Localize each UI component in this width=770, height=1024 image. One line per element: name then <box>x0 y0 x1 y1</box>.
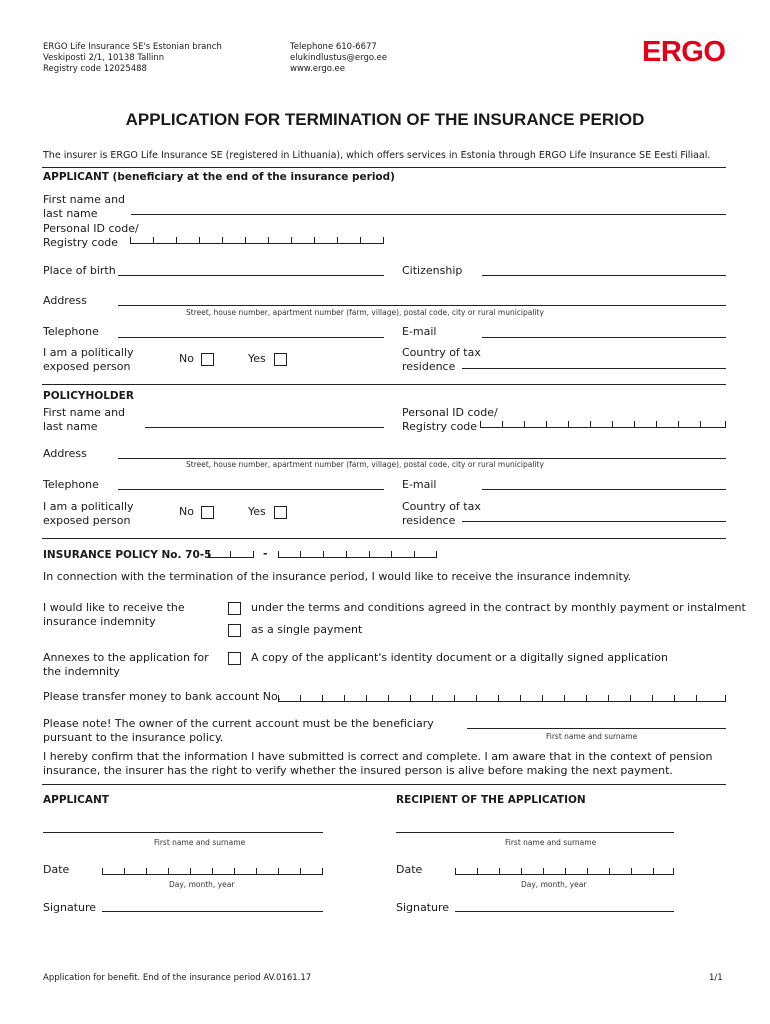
applicant-tax-field[interactable] <box>462 368 726 369</box>
applicant-signature-heading: APPLICANT <box>43 794 109 806</box>
policyholder-name-field[interactable] <box>145 427 384 428</box>
page-number: 1/1 <box>709 973 723 983</box>
divider <box>42 538 726 539</box>
policy-number-dash: - <box>263 547 268 560</box>
company-phone: Telephone 610-6677 <box>290 42 377 52</box>
applicant-id-label: Personal ID code/ Registry code <box>43 222 139 249</box>
policyholder-name-label: First name and last name <box>43 406 126 433</box>
policyholder-pep-yes-checkbox[interactable] <box>274 506 287 519</box>
applicant-date-caption: Day, month, year <box>169 880 235 889</box>
policy-number-label: INSURANCE POLICY No. 70-5 <box>43 549 212 561</box>
policyholder-email-label: E-mail <box>402 478 437 491</box>
page-title: APPLICATION FOR TERMINATION OF THE INSURANCE PERIOD <box>125 110 645 129</box>
birthplace-label: Place of birth <box>43 264 116 277</box>
recipient-date-label: Date <box>396 863 423 876</box>
company-street: Veskiposti 2/1, 10138 Tallinn <box>43 53 165 63</box>
policyholder-address-field[interactable] <box>118 458 726 459</box>
applicant-name-label: First name and last name <box>43 193 126 220</box>
citizenship-field[interactable] <box>482 275 726 276</box>
applicant-email-field[interactable] <box>482 337 726 338</box>
applicant-name-field[interactable] <box>131 214 726 215</box>
applicant-name-signature-field[interactable] <box>43 832 323 833</box>
recipient-name-caption: First name and surname <box>505 838 597 847</box>
policyholder-id-field[interactable] <box>480 422 726 428</box>
address-hint: Street, house number, apartment number (farm, village), postal code, city or rural municipality <box>186 308 544 317</box>
policyholder-telephone-label: Telephone <box>43 478 99 491</box>
applicant-name-caption: First name and surname <box>154 838 246 847</box>
confirmation-text: I hereby confirm that the information I have submitted is correct and complete. I am aware that in the context of pension insurance, the insurer has the right to verify whether the insured person is alive before making the next payment. <box>43 750 713 777</box>
address-hint: Street, house number, apartment number (farm, village), postal code, city or rural municipality <box>186 460 544 469</box>
company-name: ERGO Life Insurance SE's Estonian branch <box>43 42 222 52</box>
policyholder-email-field[interactable] <box>482 489 726 490</box>
applicant-signature-label: Signature <box>43 901 97 914</box>
applicant-address-label: Address <box>43 294 87 307</box>
policyholder-heading: POLICYHOLDER <box>43 390 134 402</box>
annexes-label: Annexes to the application for the indemnity <box>43 651 209 678</box>
applicant-pep-yes-checkbox[interactable] <box>274 353 287 366</box>
policyholder-pep-label: I am a politically exposed person <box>43 500 134 527</box>
company-registry: Registry code 12025488 <box>43 64 147 74</box>
account-owner-caption: First name and surname <box>546 732 638 741</box>
bank-account-label: Please transfer money to bank account No. <box>43 690 282 703</box>
policyholder-id-label: Personal ID code/ Registry code <box>402 406 498 433</box>
identity-document-label: A copy of the applicant's identity document or a digitally signed application <box>251 651 668 664</box>
recipient-signature-field[interactable] <box>455 911 674 912</box>
policyholder-telephone-field[interactable] <box>118 489 384 490</box>
applicant-date-label: Date <box>43 863 70 876</box>
applicant-telephone-field[interactable] <box>118 337 384 338</box>
applicant-pep-no-checkbox[interactable] <box>201 353 214 366</box>
policyholder-tax-label: Country of tax residence <box>402 500 481 527</box>
applicant-signature-field[interactable] <box>102 911 323 912</box>
single-payment-checkbox[interactable] <box>228 624 241 637</box>
recipient-date-field[interactable] <box>455 869 674 875</box>
company-web: www.ergo.ee <box>290 64 345 74</box>
recipient-signature-label: Signature <box>396 901 450 914</box>
applicant-pep-no-label: No <box>179 352 194 365</box>
policy-number-field-2[interactable] <box>278 552 437 558</box>
applicant-pep-yes-label: Yes <box>248 352 266 365</box>
applicant-pep-label: I am a politically exposed person <box>43 346 134 373</box>
applicant-id-field[interactable] <box>130 238 384 244</box>
applicant-date-field[interactable] <box>102 869 323 875</box>
applicant-telephone-label: Telephone <box>43 325 99 338</box>
recipient-signature-heading: RECIPIENT OF THE APPLICATION <box>396 794 586 806</box>
monthly-payment-checkbox[interactable] <box>228 602 241 615</box>
policyholder-pep-yes-label: Yes <box>248 505 266 518</box>
insurer-intro: The insurer is ERGO Life Insurance SE (registered in Lithuania), which offers services in Estonia through ERGO Life Insurance SE Eesti Filiaal. <box>43 150 711 161</box>
account-owner-name-field[interactable] <box>467 728 726 729</box>
recipient-date-caption: Day, month, year <box>521 880 587 889</box>
company-address-block <box>43 42 222 75</box>
policyholder-pep-no-label: No <box>179 505 194 518</box>
bank-account-field[interactable] <box>278 696 726 702</box>
policyholder-tax-field[interactable] <box>462 521 726 522</box>
identity-document-checkbox[interactable] <box>228 652 241 665</box>
applicant-heading: APPLICANT (beneficiary at the end of the insurance period) <box>43 171 395 183</box>
divider <box>42 384 726 385</box>
account-owner-note: Please note! The owner of the current account must be the beneficiary pursuant to the insurance policy. <box>43 717 434 744</box>
company-email: elukindlustus@ergo.ee <box>290 53 388 63</box>
policy-number-field-1[interactable] <box>208 552 254 558</box>
applicant-address-field[interactable] <box>118 305 726 306</box>
single-payment-label: as a single payment <box>251 623 363 636</box>
birthplace-field[interactable] <box>118 275 384 276</box>
policyholder-pep-no-checkbox[interactable] <box>201 506 214 519</box>
monthly-payment-label: under the terms and conditions agreed in the contract by monthly payment or instalment <box>251 601 746 614</box>
applicant-email-label: E-mail <box>402 325 437 338</box>
citizenship-label: Citizenship <box>402 264 463 277</box>
policyholder-address-label: Address <box>43 447 87 460</box>
footer-form-code: Application for benefit. End of the insurance period AV.0161.17 <box>43 973 312 983</box>
divider <box>42 784 726 785</box>
indemnity-label: I would like to receive the insurance indemnity <box>43 601 185 628</box>
company-contact-block <box>290 42 387 75</box>
recipient-name-field[interactable] <box>396 832 674 833</box>
divider <box>42 167 726 168</box>
applicant-tax-label: Country of tax residence <box>402 346 481 373</box>
ergo-logo: ERGO <box>642 36 726 68</box>
termination-statement: In connection with the termination of the insurance period, I would like to receive the insurance indemnity. <box>43 570 632 583</box>
